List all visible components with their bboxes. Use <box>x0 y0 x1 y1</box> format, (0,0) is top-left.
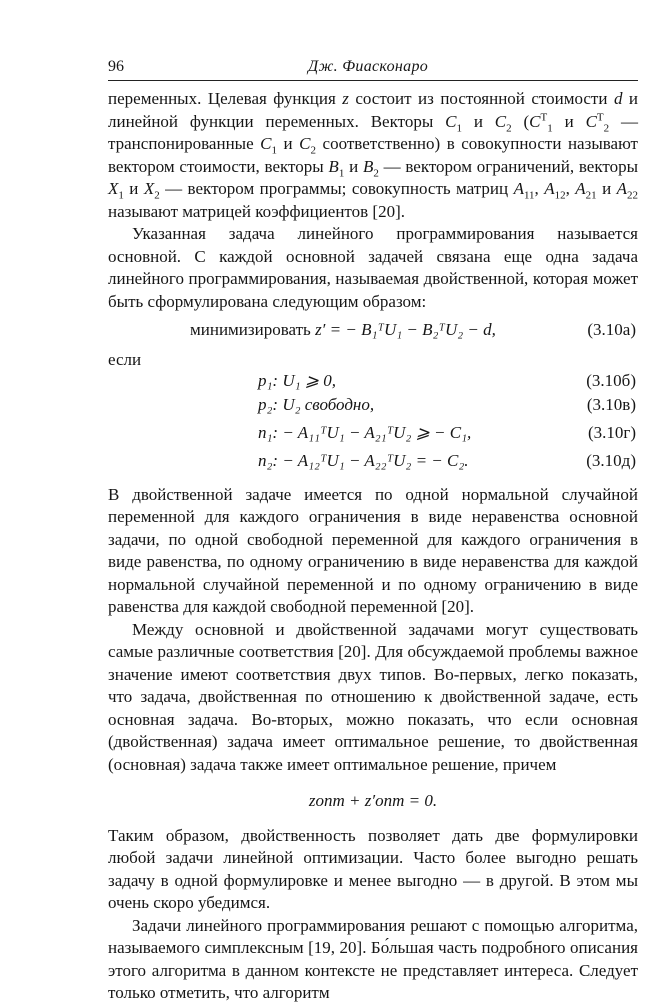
equation-number: (3.10д) <box>586 450 636 470</box>
constraint-formula: p₁: U₁ ⩾ 0, <box>258 370 337 390</box>
constraint-row <box>108 394 638 418</box>
page-number: 96 <box>108 58 124 75</box>
equation-optimal: zопт + z′опт = 0. <box>308 791 438 810</box>
paragraph-4: Между основной и двойственной задачами могут существовать самые различные соответствия [20]. Для обсуждаемой проблемы важное значение имеют соответствия двух типов. Во-первых, легко показать, что задача, двойственная по отношению к двойственной задаче, есть основная задача. Во-вторых, можно показать, что если основная (двойственная) задача имеет оптимальное решение, то двойственная (основная) задача также имеет оптимальное решение, причем <box>108 619 638 774</box>
paragraph-5: Таким образом, двойственность позволяет дать две формулировки любой задачи линейной оптимизации. Часто более выгодно решать задачу в одной формулировке и менее выгодно — в другой. В этом мы очень скоро убедимся. <box>108 825 638 912</box>
constraint-row <box>108 370 638 394</box>
running-title: Дж. Фиасконаро <box>308 58 429 75</box>
constraint-formula: p₂: U₂ свободно, <box>258 394 375 414</box>
equation-number: (3.10б) <box>586 370 636 390</box>
paragraph-2: Указанная задача линейного программирования называется основной. С каждой основной задачей связана еще одна задача линейного программирования, называемая двойственной, которая может быть сформулирована следующим образом: <box>108 224 638 311</box>
equation-objective-formula: z′ = − B₁ᵀU₁ − B₂ᵀU₂ − d, <box>315 320 496 339</box>
constraint-formula: n₂: − A₁₂ᵀU₁ − A₂₂ᵀU₂ = − C₂. <box>258 450 469 470</box>
text-body <box>108 88 638 1005</box>
equation-objective-label: минимизировать <box>190 320 316 339</box>
constraint-row <box>108 450 638 474</box>
page-header <box>108 55 638 81</box>
equation-number: (3.10а) <box>587 320 636 339</box>
if-word: если <box>108 350 142 369</box>
constraint-row <box>108 422 638 446</box>
equation-number: (3.10в) <box>586 394 636 414</box>
header-rule <box>108 80 638 81</box>
paragraph-3: В двойственной задаче имеется по одной нормальной случайной переменной для каждого ограничения в виде неравенства основной задачи, по одной свободной переменной для каждого ограничения в виде равенства, по одному ограничению в виде неравенства для каждой нормальной случайной переменной и по одному ограничению в виде равенства для каждой свободной переменной [20]. <box>108 484 638 616</box>
constraint-formula: n₁: − A₁₁ᵀU₁ − A₂₁ᵀU₂ ⩾ − C₁, <box>258 422 472 442</box>
paragraph-1: переменных. Целевая функция z состоит из постоянной стоимости d и линейной функции переменных. Векторы $C_1$ и $C_2$ ($C^T_1$ и $C^T_2$ — транспонированные $C_1$ и $C_2$ соответственно) в совокупности называют вектором стоимости, векторы $B_1$ и $B_2$ — вектором ограничений, векторы $X_1$ и $X_2$ — вектором программы; совокупность матриц $A_{11}$, $A_{12}$, $A_{21}$ и $A_{22}$ называют матрицей коэффициентов [20]. <box>108 89 639 221</box>
equation-number: (3.10г) <box>587 422 636 442</box>
paragraph-6: Задачи линейного программирования решают с помощью алгоритма, называемого симплексным [19, 20]. Бо́льшая часть подробного описания этого алгоритма в данном контексте не представляет интереса. Следует только отметить, что алгоритм <box>108 915 638 1002</box>
equation-objective <box>108 319 638 343</box>
